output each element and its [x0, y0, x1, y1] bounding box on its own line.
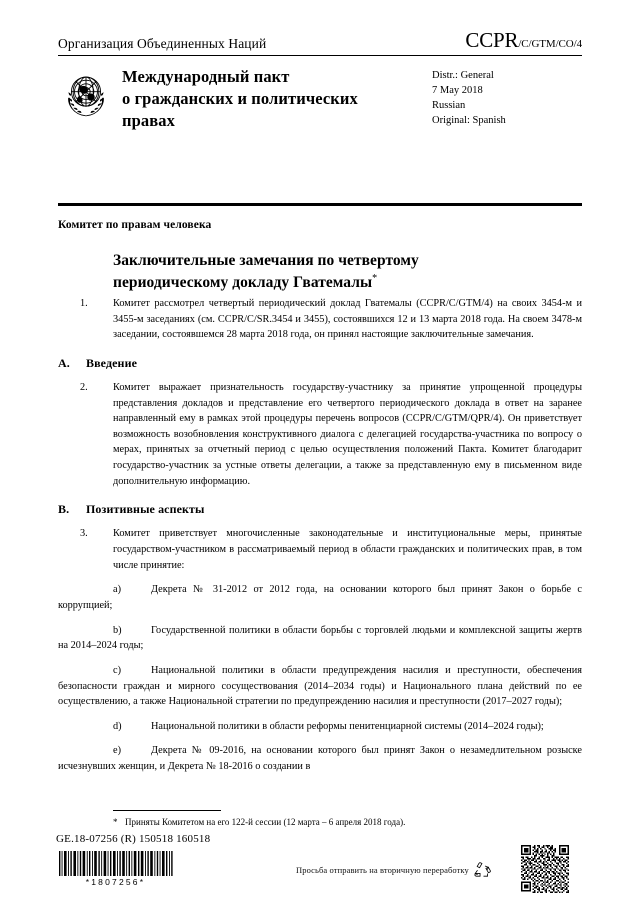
barcode-bars	[57, 851, 174, 876]
list-item-text: Национальной политики в области реформы пенитенциарной системы (2014–2024 годы);	[151, 720, 544, 732]
paragraph-3	[58, 526, 582, 573]
section-a-title: Введение	[86, 355, 138, 370]
document-symbol-main: CCPR	[465, 28, 519, 52]
job-number: GE.18-07256 (R) 150518 160518	[56, 833, 211, 845]
section-heading-a	[58, 356, 582, 371]
instrument-title	[122, 65, 426, 131]
list-item	[58, 719, 582, 735]
section-heading-b	[58, 502, 582, 517]
distribution-language: Russian	[432, 99, 466, 111]
footnote-marker: *	[113, 817, 118, 827]
list-item-text: Национальной политики в области предупреждения насилия и преступности, обеспечения безопасности граждан и мирного сосуществования (2014–2034 годы) и Национального плана действий по ее осуществлению, а также Национальной стратегии по предупреждению насилия и преступности (2017–2027 годы);	[58, 664, 582, 708]
qr-code-image	[521, 845, 569, 893]
list-item-text: Государственной политики в области борьбы с торговлей людьми и комплексной защиты жертв на 2014–2024 годы;	[58, 624, 582, 652]
paragraph-2-number: 2.	[80, 381, 88, 393]
title-footnote-marker: *	[372, 272, 378, 284]
paragraph-3-number: 3.	[80, 528, 88, 540]
instrument-title-line-2: о гражданских и политических	[122, 88, 358, 108]
page-title	[113, 251, 533, 294]
instrument-title-line-3: правах	[122, 110, 175, 130]
recycle-notice-text: Просьба отправить на вторичную переработку	[296, 865, 469, 875]
masthead-main-row	[58, 56, 582, 131]
distribution-date: 7 May 2018	[432, 84, 483, 96]
list-item-letter: e)	[113, 745, 121, 757]
document-body	[58, 296, 582, 784]
masthead	[58, 30, 582, 131]
list-item-letter: d)	[113, 720, 122, 732]
list-item	[58, 743, 582, 774]
document-symbol-sub: /C/GTM/CO/4	[518, 38, 582, 50]
masthead-divider-thick	[58, 203, 582, 206]
organization-name: Организация Объединенных Наций	[58, 36, 267, 52]
footnote	[113, 816, 543, 829]
recycle-icon	[473, 861, 491, 879]
un-emblem-icon	[58, 67, 114, 123]
footnote-divider	[113, 810, 221, 811]
page-title-line-1: Заключительные замечания по четвертому	[113, 252, 419, 269]
list-item-letter: b)	[113, 624, 122, 636]
list-item	[58, 663, 582, 710]
list-item-text: Декрета № 09-2016, на основании которого был принят Закон о незамедлительном розыске исчезнувших женщин, и Декрета № 18-2016 о создании в	[58, 745, 582, 773]
paragraph-2	[58, 380, 582, 489]
list-item-letter: a)	[113, 584, 121, 596]
paragraph-1-number: 1.	[80, 298, 88, 309]
footnote-text: Приняты Комитетом на его 122-й сессии (12 марта – 6 апреля 2018 года).	[125, 817, 406, 827]
distribution-original: Original: Spanish	[432, 114, 506, 126]
section-a-letter: A.	[58, 355, 70, 370]
barcode-text: *1807256*	[85, 877, 146, 887]
paragraph-3-text: Комитет приветствует многочисленные законодательные и институциональные меры, принятые государством-участником в рассматриваемый период в области гражданских и политических прав, в том числе принятие:	[113, 528, 582, 571]
list-item-letter: c)	[113, 664, 121, 676]
paragraph-1	[58, 296, 582, 343]
list-item-text: Декрета № 31-2012 от 2012 года, на основании которого был принят Закон о борьбе с коррупцией;	[58, 584, 582, 611]
committee-name: Комитет по правам человека	[58, 219, 212, 231]
barcode	[57, 851, 174, 887]
recycle-notice	[296, 861, 491, 879]
qr-code	[521, 845, 569, 893]
paragraph-2-text: Комитет выражает признательность государству-участнику за принятие упрощенной процедуры представления докладов и представление его четвертого периодического доклада в ответ на заранее направленный ему в рамках этой процедуры перечень вопросов (CCPR/C/GTM/QPR/4). Он приветствует возможность возобновления конструктивного диалога с делегацией государства-участника по вопросу о мерах, принятых за отчетный период с целью осуществления положений Пакта. Комитет благодарит государство-участник за устные ответы делегации, а также за представленную ему в письменном виде дополнительную информацию.	[113, 381, 582, 487]
document-symbol	[465, 30, 582, 52]
masthead-top-row	[58, 30, 582, 55]
distribution-block	[432, 65, 582, 129]
list-item	[58, 623, 582, 654]
page-title-line-2: периодическому докладу Гватемалы	[113, 274, 373, 292]
list-item	[58, 582, 582, 613]
paragraph-1-text: Комитет рассмотрел четвертый периодический доклад Гватемалы (CCPR/C/GTM/4) на своих 3454-м и 3455-м заседаниях (см. CCPR/C/SR.3454 и 3455), состоявшихся 12 и 13 марта 2018 года. На своем 3478-м заседании, состоявшемся 28 марта 2018 года, он принял настоящие заключительные замечания.	[113, 298, 582, 341]
section-b-title: Позитивные аспекты	[86, 502, 205, 517]
instrument-title-line-1: Международный пакт	[122, 67, 290, 86]
section-b-letter: B.	[58, 502, 70, 517]
distribution-type: Distr.: General	[432, 70, 494, 81]
